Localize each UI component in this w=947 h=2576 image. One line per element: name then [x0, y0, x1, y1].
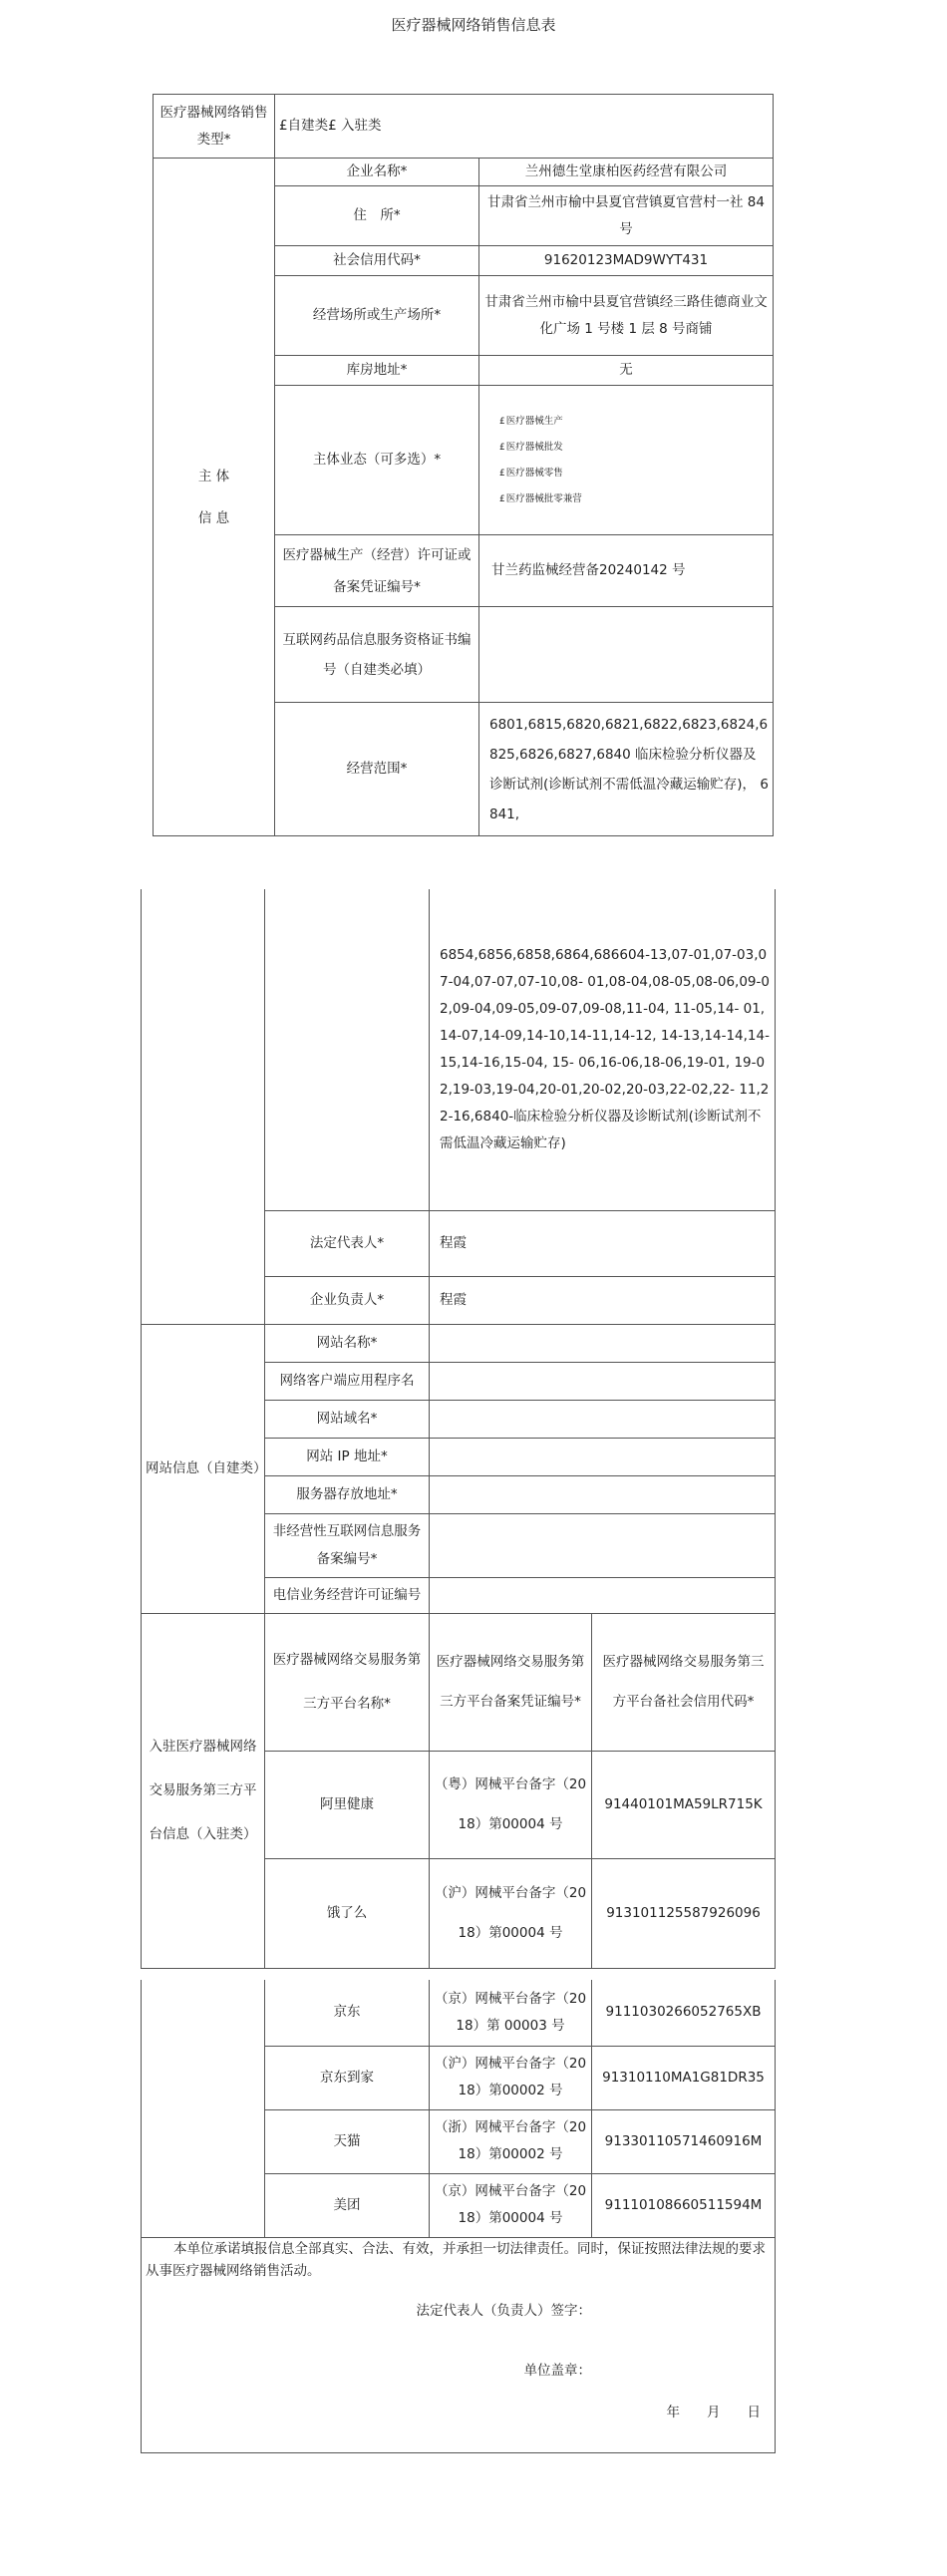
- platform-code: 91330110571460916M: [592, 2109, 776, 2173]
- website-row-label: 电信业务经营许可证编号: [265, 1577, 430, 1613]
- subject-info-label: 主 体 信 息: [154, 159, 275, 836]
- internet-drug-cert-value: [479, 607, 774, 703]
- website-row-value: [430, 1513, 776, 1577]
- website-row-label: 网络客户端应用程序名: [265, 1362, 430, 1400]
- website-row-value: [430, 1400, 776, 1438]
- platform-name: 阿里健康: [265, 1751, 430, 1858]
- platform-code: 913101125587926096: [592, 1858, 776, 1968]
- website-info-label: 网站信息（自建类）: [142, 1324, 265, 1613]
- credit-code-value: 91620123MAD9WYT431: [479, 246, 774, 276]
- platform-name: 美团: [265, 2173, 430, 2237]
- platform-record: （沪）网械平台备字（2018）第00004 号: [430, 1858, 592, 1968]
- platform-name: 饿了么: [265, 1858, 430, 1968]
- legal-rep-value: 程霞: [430, 1210, 776, 1276]
- date-label: 年 月 日: [666, 2404, 761, 2420]
- platform-record: （沪）网械平台备字（2018）第00002 号: [430, 2046, 592, 2109]
- business-place-value: 甘肃省兰州市榆中县夏官营镇经三路佳德商业文化广场 1 号楼 1 层 8 号商铺: [479, 276, 774, 356]
- credit-code-label: 社会信用代码*: [275, 246, 479, 276]
- checkbox-icon: £: [499, 468, 505, 479]
- business-form-option[interactable]: £医疗器械批零兼营: [499, 492, 582, 504]
- license-value: 甘兰药监械经营备20240142 号: [479, 535, 774, 607]
- document-title: 医疗器械网络销售信息表: [391, 16, 556, 34]
- scope-value-part2: 6854,6856,6858,6864,686604-13,07-01,07-03,07-04,07-07,07-10,08- 01,08-04,08-05,08-06,09-02,09-04,09-05,09-07,09-08,11-04, 11-05,14- 01,14-07,14-09,14-10,14-11,14-12, 14-13,14-14,14-15,14-16,15-04, 15- 06,16-06,18-06,19-01, 19-02,19-03,19-04,20-01,20-02,20-03,22-02,22- 11,22-16,6840-临床检验分析仪器及诊断试剂(诊断试剂不需低温冷藏运输贮存): [430, 889, 776, 1210]
- platform-header-code: 医疗器械网络交易服务第三方平台备社会信用代码*: [592, 1613, 776, 1751]
- platform-record: （粤）网械平台备字（2018）第00004 号: [430, 1751, 592, 1858]
- platform-code: 91440101MA59LR715K: [592, 1751, 776, 1858]
- platform-record: （京）网械平台备字（2018）第00004 号: [430, 2173, 592, 2237]
- website-row-value: [430, 1362, 776, 1400]
- signature-label: 法定代表人（负责人）签字：: [416, 2302, 591, 2319]
- pledge-section: [142, 2237, 776, 2452]
- sales-type-label: 医疗器械网络销售类型*: [154, 95, 275, 159]
- platform-name: 天猫: [265, 2109, 430, 2173]
- license-label: 医疗器械生产（经营）许可证或备案凭证编号*: [275, 535, 479, 607]
- seal-label: 单位盖章：: [523, 2362, 591, 2379]
- residence-label: 住 所*: [275, 186, 479, 246]
- warehouse-label: 库房地址*: [275, 356, 479, 386]
- legal-rep-label: 法定代表人*: [265, 1210, 430, 1276]
- table-row: [142, 1980, 776, 2046]
- platform-info-continued: [142, 1980, 265, 2237]
- internet-drug-cert-label: 互联网药品信息服务资格证书编号（自建类必填）: [275, 607, 479, 703]
- business-place-label: 经营场所或生产场所*: [275, 276, 479, 356]
- sales-type-value: £自建类£ 入驻类: [275, 95, 774, 159]
- business-form-option[interactable]: £医疗器械零售: [499, 467, 563, 479]
- principal-label: 企业负责人*: [265, 1276, 430, 1324]
- page-1-table: [153, 94, 773, 836]
- page-2-table: [141, 889, 775, 1969]
- website-row-label: 服务器存放地址*: [265, 1475, 430, 1513]
- business-form-label: 主体业态（可多选）*: [275, 386, 479, 535]
- subject-info-continued: [142, 889, 265, 1324]
- platform-record: （浙）网械平台备字（2018）第00002 号: [430, 2109, 592, 2173]
- website-row-value: [430, 1438, 776, 1475]
- company-name-label: 企业名称*: [275, 159, 479, 186]
- scope-value-part1: 6801,6815,6820,6821,6822,6823,6824,6825,6826,6827,6840 临床检验分析仪器及诊断试剂(诊断试剂不需低温冷藏运输贮存)， 6841,: [479, 703, 774, 836]
- website-row-label: 网站名称*: [265, 1324, 430, 1362]
- checkbox-icon: £: [499, 416, 505, 427]
- website-row-value: [430, 1475, 776, 1513]
- business-form-options: [479, 386, 774, 535]
- business-form-option[interactable]: £医疗器械生产: [499, 415, 563, 427]
- pledge-text: 本单位承诺填报信息全部真实、合法、有效，并承担一切法律责任。同时，保证按照法律法规的要求从事医疗器械网络销售活动。: [146, 2240, 766, 2279]
- warehouse-value: 无: [479, 356, 774, 386]
- website-row-label: 网站域名*: [265, 1400, 430, 1438]
- checkbox-icon: £: [499, 442, 505, 453]
- platform-record: （京）网械平台备字（2018）第 00003 号: [430, 1980, 592, 2046]
- platform-header-name: 医疗器械网络交易服务第三方平台名称*: [265, 1613, 430, 1751]
- page-3-table: [141, 1980, 775, 2453]
- principal-value: 程霞: [430, 1276, 776, 1324]
- website-row-value: [430, 1577, 776, 1613]
- platform-name: 京东: [265, 1980, 430, 2046]
- platform-code: 9111030266052765XB: [592, 1980, 776, 2046]
- business-form-option[interactable]: £医疗器械批发: [499, 441, 563, 453]
- website-row-value: [430, 1324, 776, 1362]
- company-name-value: 兰州德生堂康柏医药经营有限公司: [479, 159, 774, 186]
- scope-label-continued: [265, 889, 430, 1210]
- platform-header-record: 医疗器械网络交易服务第三方平台备案凭证编号*: [430, 1613, 592, 1751]
- scope-label: 经营范围*: [275, 703, 479, 836]
- platform-info-label: 入驻医疗器械网络交易服务第三方平台信息（入驻类）: [142, 1613, 265, 1968]
- website-row-label: 非经营性互联网信息服务备案编号*: [265, 1513, 430, 1577]
- checkbox-icon: £: [499, 493, 505, 504]
- platform-name: 京东到家: [265, 2046, 430, 2109]
- platform-code: 91110108660511594M: [592, 2173, 776, 2237]
- platform-code: 91310110MA1G81DR35: [592, 2046, 776, 2109]
- website-row-label: 网站 IP 地址*: [265, 1438, 430, 1475]
- residence-value: 甘肃省兰州市榆中县夏官营镇夏官营村一社 84 号: [479, 186, 774, 246]
